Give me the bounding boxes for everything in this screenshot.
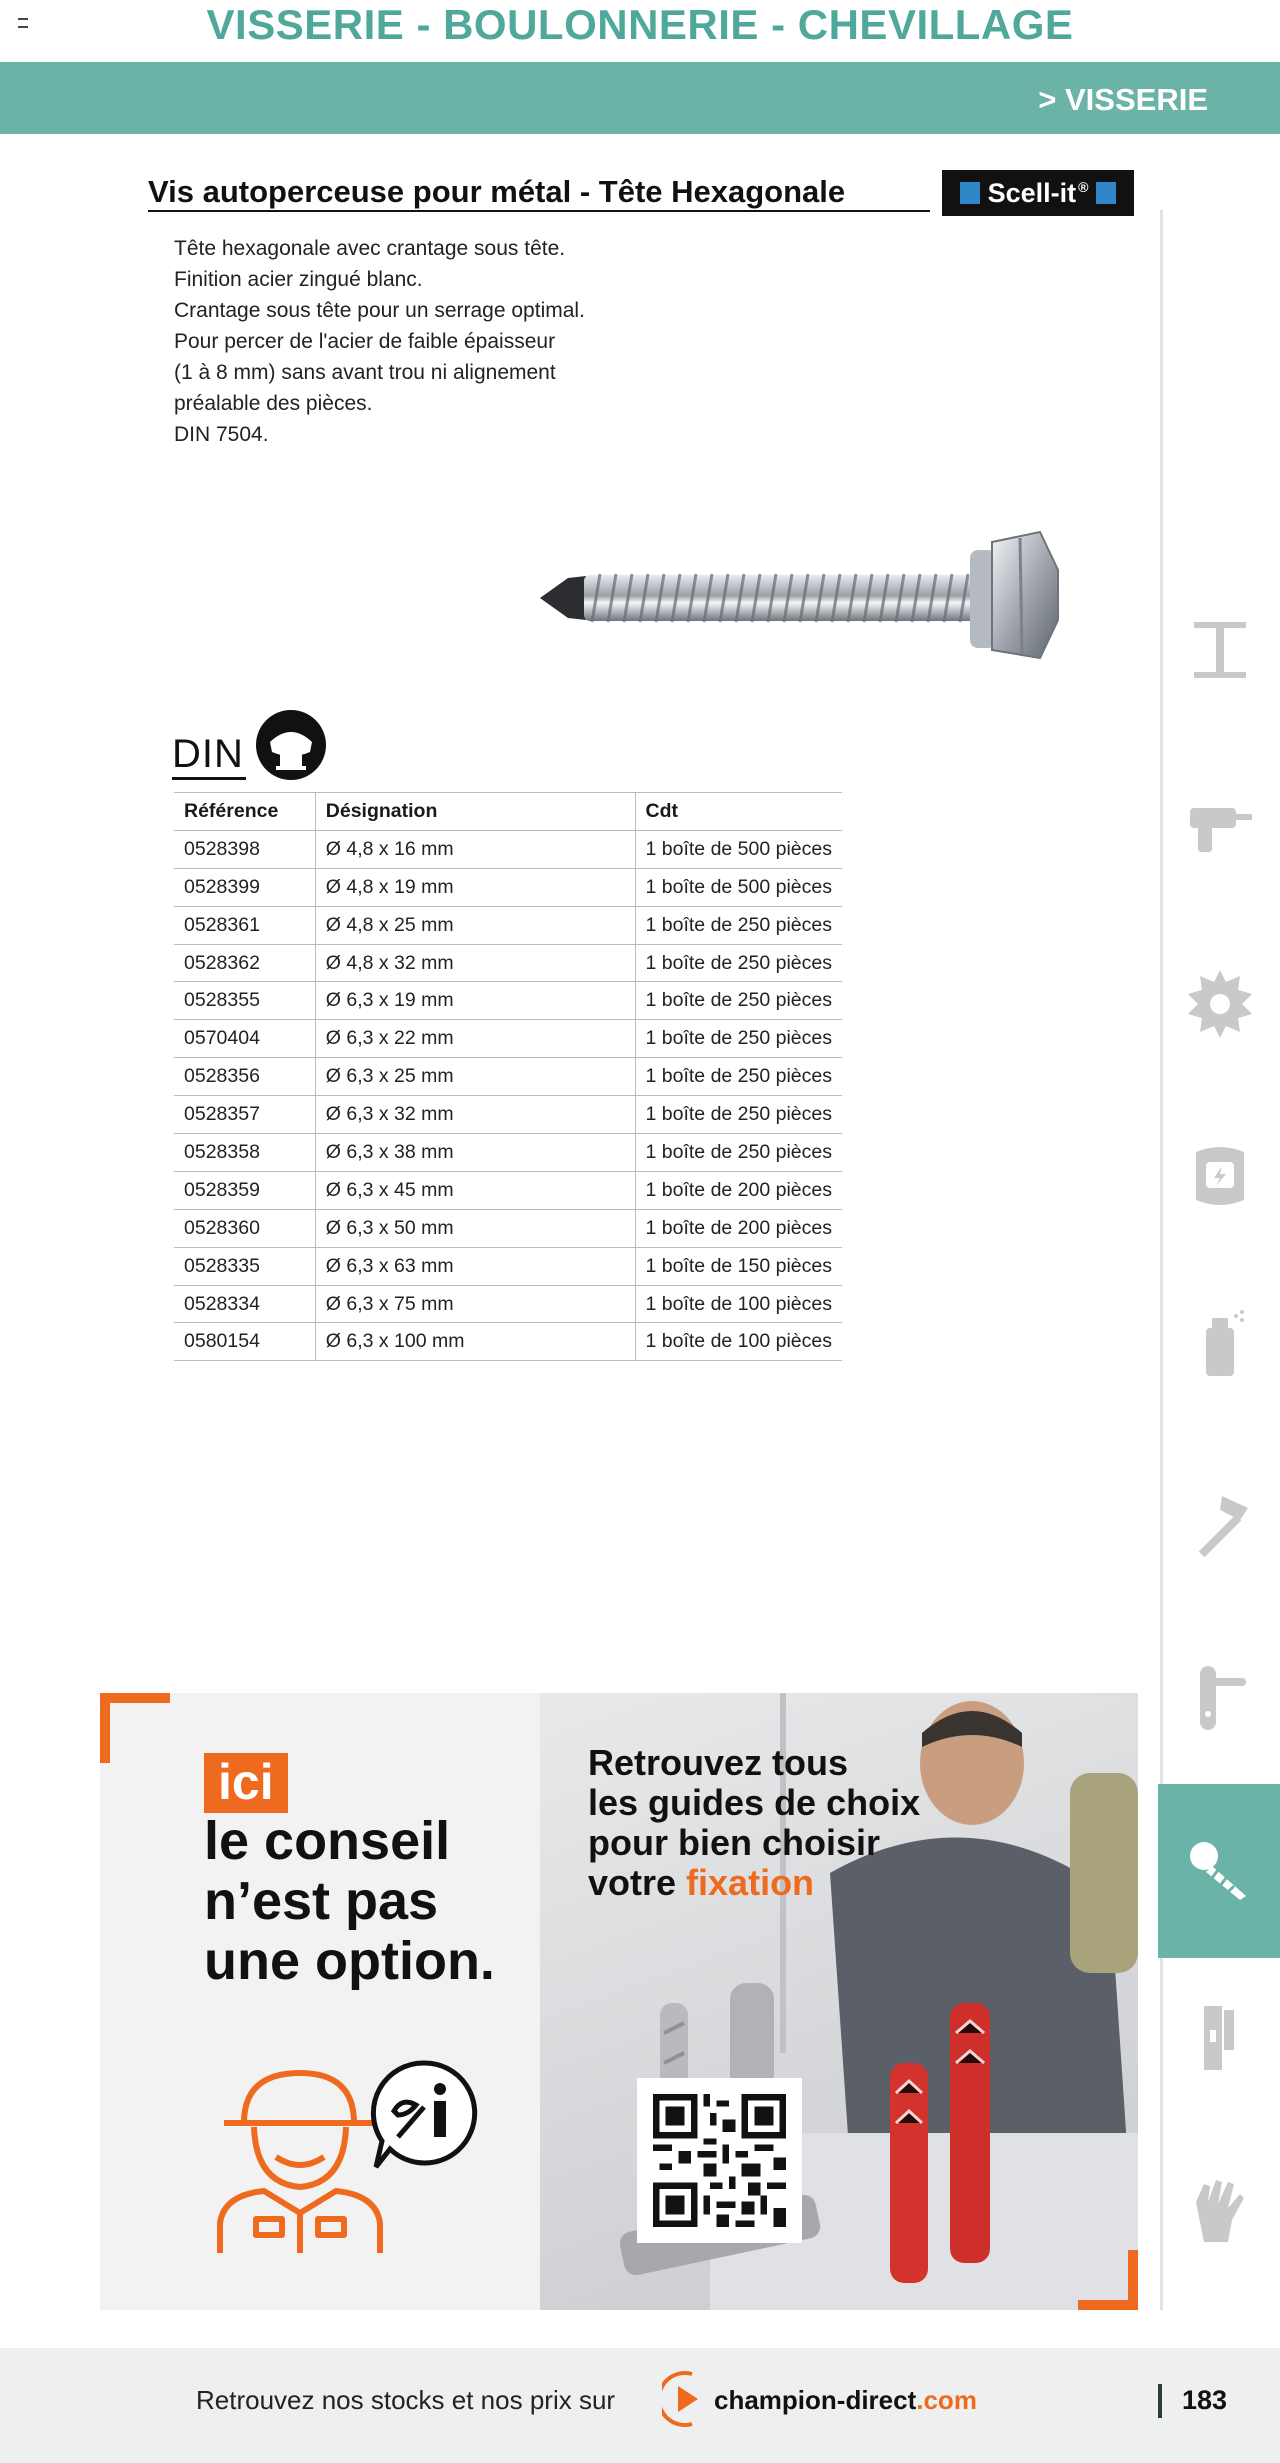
table-row [174, 944, 842, 982]
info-bubble-icon [368, 2057, 482, 2175]
table-row [174, 1247, 842, 1285]
cell-reference: 0528334 [174, 1285, 315, 1323]
promo-corner-mark [1078, 2250, 1138, 2310]
cell-designation: Ø 6,3 x 45 mm [315, 1171, 635, 1209]
brand-name: Scell-it [987, 177, 1077, 208]
guide-accent-word: fixation [686, 1862, 815, 1903]
product-title: Vis autoperceuse pour métal - Tête Hexagonale [148, 174, 846, 209]
footer-divider [1158, 2384, 1162, 2418]
cell-designation: Ø 6,3 x 75 mm [315, 1285, 635, 1323]
cell-reference: 0570404 [174, 1020, 315, 1058]
description-line: Pour percer de l'acier de faible épaisseur [174, 330, 556, 353]
cell-designation: Ø 6,3 x 19 mm [315, 982, 635, 1020]
cell-reference: 0528358 [174, 1134, 315, 1172]
i-beam-icon[interactable] [1182, 612, 1258, 688]
guide-line: pour bien choisir [588, 1822, 881, 1863]
table-row [174, 1134, 842, 1172]
cell-reference: 0528335 [174, 1247, 315, 1285]
tagline-line: n’est pas [204, 1871, 439, 1931]
cell-designation: Ø 6,3 x 25 mm [315, 1058, 635, 1096]
table-row [174, 868, 842, 906]
column-header-cdt: Cdt [635, 793, 842, 831]
table-row [174, 830, 842, 868]
cell-reference: 0528360 [174, 1209, 315, 1247]
cell-cdt: 1 boîte de 250 pièces [635, 906, 842, 944]
table-row [174, 1171, 842, 1209]
cell-designation: Ø 6,3 x 38 mm [315, 1134, 635, 1172]
cell-designation: Ø 6,3 x 22 mm [315, 1020, 635, 1058]
footer-text: Retrouvez nos stocks et nos prix sur [196, 2385, 616, 2415]
description-line: Finition acier zingué blanc. [174, 268, 423, 291]
cell-cdt: 1 boîte de 250 pièces [635, 1134, 842, 1172]
description-line: Crantage sous tête pour un serrage optimal. [174, 299, 585, 322]
guide-line: Retrouvez tous [588, 1742, 849, 1783]
cell-cdt: 1 boîte de 250 pièces [635, 1020, 842, 1058]
cell-designation: Ø 6,3 x 32 mm [315, 1096, 635, 1134]
hex-head-standard-icon [254, 708, 328, 782]
saw-blade-icon[interactable] [1182, 966, 1258, 1042]
promo-guide-text [588, 1743, 1008, 1903]
cell-cdt: 1 boîte de 250 pièces [635, 982, 842, 1020]
description-line: (1 à 8 mm) sans avant trou ni alignement [174, 361, 556, 384]
cell-cdt: 1 boîte de 500 pièces [635, 830, 842, 868]
table-row [174, 982, 842, 1020]
table-row [174, 1058, 842, 1096]
ici-badge: ici [204, 1753, 288, 1813]
cell-designation: Ø 6,3 x 50 mm [315, 1209, 635, 1247]
cell-cdt: 1 boîte de 200 pièces [635, 1209, 842, 1247]
table-row [174, 906, 842, 944]
promo-banner[interactable] [100, 1693, 1138, 2310]
cell-cdt: 1 boîte de 100 pièces [635, 1285, 842, 1323]
cell-designation: Ø 4,8 x 19 mm [315, 868, 635, 906]
description-line: préalable des pièces. [174, 392, 373, 415]
tagline-line: une option. [204, 1931, 495, 1991]
cell-designation: Ø 6,3 x 100 mm [315, 1323, 635, 1361]
qr-code[interactable] [653, 2094, 786, 2227]
brand-square-icon [960, 182, 980, 204]
cell-designation: Ø 4,8 x 25 mm [315, 906, 635, 944]
cell-designation: Ø 4,8 x 16 mm [315, 830, 635, 868]
guide-last-prefix: votre [588, 1862, 687, 1903]
cell-cdt: 1 boîte de 200 pièces [635, 1171, 842, 1209]
cell-cdt: 1 boîte de 150 pièces [635, 1247, 842, 1285]
safety-helmet-icon[interactable] [1182, 1138, 1258, 1214]
footer-site-link[interactable] [714, 2384, 977, 2416]
product-table [174, 792, 842, 1361]
cell-cdt: 1 boîte de 100 pièces [635, 1323, 842, 1361]
spray-can-icon[interactable] [1182, 1306, 1258, 1382]
cell-reference: 0528361 [174, 906, 315, 944]
page-number: 183 [1182, 2385, 1228, 2415]
site-name[interactable]: champion-direct [714, 2385, 917, 2415]
site-tld[interactable]: .com [916, 2385, 977, 2415]
column-header-designation: Désignation [315, 793, 635, 831]
table-header-row [174, 793, 842, 831]
promo-corner-mark [100, 1693, 170, 1763]
title-underline [148, 210, 930, 212]
cell-reference: 0528359 [174, 1171, 315, 1209]
cell-reference: 0528357 [174, 1096, 315, 1134]
page-title: VISSERIE - BOULONNERIE - CHEVILLAGE [206, 1, 1074, 48]
guide-line [588, 1863, 1008, 1903]
description-line: Tête hexagonale avec crantage sous tête. [174, 237, 566, 260]
footer-band [0, 2348, 1280, 2463]
cell-reference: 0528399 [174, 868, 315, 906]
cell-reference: 0528398 [174, 830, 315, 868]
promo-tagline [204, 1811, 534, 1991]
column-header-reference: Référence [174, 793, 315, 831]
table-row [174, 1209, 842, 1247]
cell-reference: 0580154 [174, 1323, 315, 1361]
cell-cdt: 1 boîte de 500 pièces [635, 868, 842, 906]
hinge-icon[interactable] [1182, 2000, 1258, 2076]
champion-direct-logo-icon[interactable] [662, 2368, 706, 2430]
cell-designation: Ø 4,8 x 32 mm [315, 944, 635, 982]
door-handle-icon[interactable] [1182, 1660, 1258, 1736]
cell-reference: 0528356 [174, 1058, 315, 1096]
section-label[interactable]: > VISSERIE [1038, 82, 1208, 117]
product-image [530, 520, 1070, 670]
table-row [174, 1285, 842, 1323]
drill-icon[interactable] [1182, 790, 1258, 866]
cell-cdt: 1 boîte de 250 pièces [635, 944, 842, 982]
table-row [174, 1020, 842, 1058]
din-label: DIN [172, 732, 244, 776]
guide-line: les guides de choix [588, 1782, 921, 1823]
table-row [174, 1096, 842, 1134]
product-description [174, 233, 734, 450]
cell-cdt: 1 boîte de 250 pièces [635, 1058, 842, 1096]
brand-square-icon [1096, 182, 1116, 204]
glove-icon[interactable] [1182, 2172, 1258, 2248]
sidebar-rule [1160, 210, 1163, 2310]
brand-logo [942, 170, 1134, 216]
screw-icon[interactable] [1182, 1830, 1258, 1906]
cell-reference: 0528355 [174, 982, 315, 1020]
cell-cdt: 1 boîte de 250 pièces [635, 1096, 842, 1134]
description-line: DIN 7504. [174, 423, 269, 446]
cell-designation: Ø 6,3 x 63 mm [315, 1247, 635, 1285]
cell-reference: 0528362 [174, 944, 315, 982]
brand-registered-mark: ® [1078, 178, 1089, 195]
table-row [174, 1323, 842, 1361]
tagline-line: le conseil [204, 1811, 451, 1871]
din-underline [172, 777, 246, 780]
hammer-icon[interactable] [1182, 1490, 1258, 1566]
